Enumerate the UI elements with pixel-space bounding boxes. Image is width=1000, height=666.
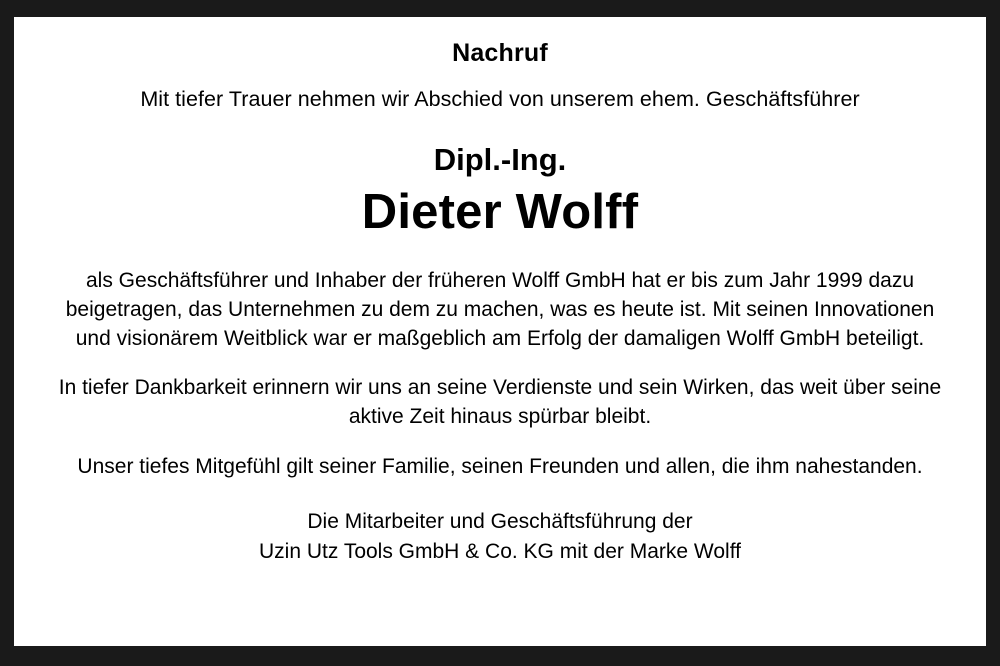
intro-text: Mit tiefer Trauer nehmen wir Abschied von unserem ehem. Geschäftsführer xyxy=(140,87,860,111)
academic-title: Dipl.-Ing. xyxy=(433,142,567,177)
tribute-paragraph-1: als Geschäftsführer und Inhaber der früheren Wolff GmbH hat er bis zum Jahr 1999 dazu beigetragen, das Unternehmen zu dem zu machen, was es heute ist. Mit seinen Innovationen und visionärem Weitblick war er maßgeblich am Erfolg der damaligen Wolff GmbH beteiligt. xyxy=(65,269,935,350)
tribute-paragraph-2: In tiefer Dankbarkeit erinnern wir uns an seine Verdienste und sein Wirken, das weit über seine aktive Zeit hinaus spürbar bleibt. xyxy=(58,376,942,428)
tribute-paragraph-3: Unser tiefes Mitgefühl gilt seiner Familie, seinen Freunden und allen, die ihm nahestanden. xyxy=(77,455,923,478)
signature-line-2: Uzin Utz Tools GmbH & Co. KG mit der Marke Wolff xyxy=(259,540,741,563)
signature-block xyxy=(259,507,741,567)
deceased-name: Dieter Wolff xyxy=(361,185,639,239)
obituary-notice xyxy=(14,17,986,646)
signature-line-1: Die Mitarbeiter und Geschäftsführung der xyxy=(307,510,693,533)
page-title: Nachruf xyxy=(452,39,548,67)
